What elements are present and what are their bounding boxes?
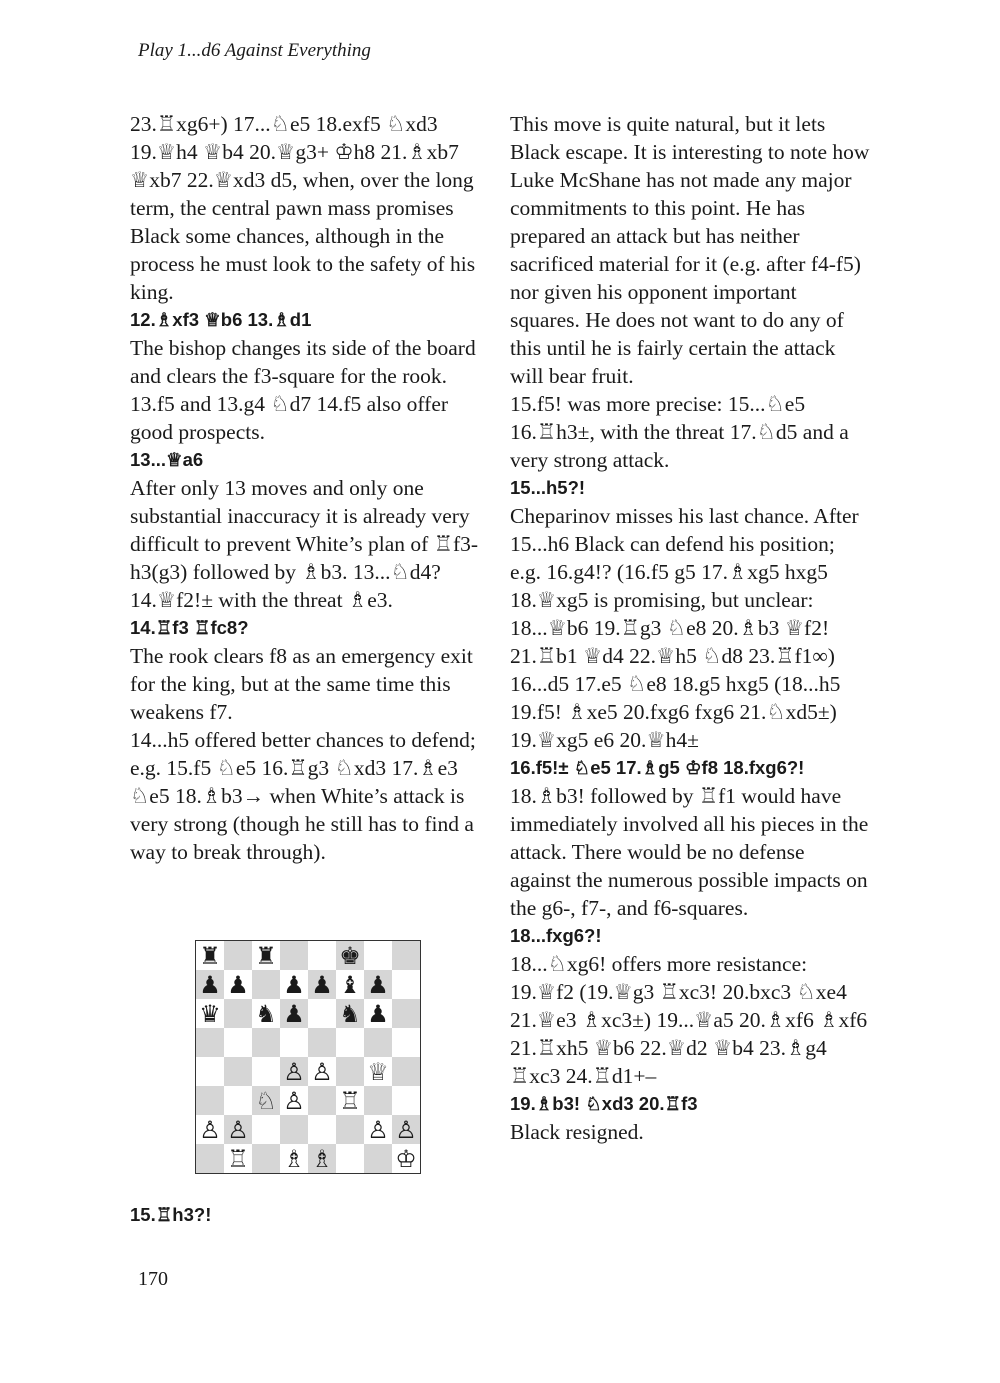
chess-piece-square: ♜	[196, 941, 224, 970]
board-square	[196, 1057, 224, 1086]
chess-piece-square: ♟	[196, 970, 224, 999]
chess-piece-square: ♟	[224, 970, 252, 999]
board-square	[280, 1028, 308, 1057]
board-square	[196, 1028, 224, 1057]
page-number: 170	[138, 1268, 168, 1290]
move-heading: 14.♖f3 ♖fc8?	[130, 617, 249, 638]
chess-piece-square: ♗	[308, 1144, 336, 1173]
chess-piece-square: ♗	[280, 1144, 308, 1173]
board-square	[364, 1144, 392, 1173]
paragraph: Black resigned.	[510, 1120, 644, 1144]
move-heading: 12.♗xf3 ♕b6 13.♗d1	[130, 309, 312, 330]
move-heading: 15...h5?!	[510, 477, 586, 498]
board-square	[364, 1086, 392, 1115]
board-square	[336, 1057, 364, 1086]
board-square	[252, 970, 280, 999]
move-heading: 16.f5!± ♘e5 17.♗g5 ♔f8 18.fxg6?!	[510, 757, 805, 778]
board-square	[392, 999, 420, 1028]
chess-piece-square: ♝	[336, 970, 364, 999]
chess-piece-square: ♕	[364, 1057, 392, 1086]
chess-piece-square: ♟	[308, 970, 336, 999]
chess-diagram	[195, 940, 421, 1174]
chess-piece-square: ♛	[196, 999, 224, 1028]
paragraph: The bishop changes its side of the board and clears the f3-square for the rook.	[130, 336, 476, 388]
paragraph: 15.f5! was more precise: 15...♘e5 16.♖h3±, with the threat 17.♘d5 and a very strong attack.	[510, 392, 849, 472]
board-square	[308, 999, 336, 1028]
board-square	[196, 1086, 224, 1115]
board-square	[308, 1028, 336, 1057]
chess-piece-square: ♙	[392, 1115, 420, 1144]
running-title: Play 1...d6 Against Everything	[138, 40, 371, 61]
chess-piece-square: ♙	[224, 1115, 252, 1144]
board-square	[252, 1057, 280, 1086]
chess-piece-square: ♙	[196, 1115, 224, 1144]
left-column	[130, 110, 490, 866]
board-square	[392, 1057, 420, 1086]
board-square	[224, 1028, 252, 1057]
chess-piece-square: ♜	[252, 941, 280, 970]
move-heading: 19.♗b3! ♘xd3 20.♖f3	[510, 1093, 698, 1114]
chess-piece-square: ♟	[364, 970, 392, 999]
board-square	[224, 941, 252, 970]
paragraph: Cheparinov misses his last chance. After 15...h6 Black can defend his position; e.g. 16.g4!? (16.f5 g5 17.♗xg5 hxg5 18.♕xg5 is promising, but unclear: 18...♕b6 19.♖g3 ♘e8 20.♗b3 ♕f2! 21.♖b1 ♕d4 22.♕h5 ♘d8 23.♖f1∞) 16...d5 17.e5 ♘e8 18.g5 hxg5 (18...h5 19.f5! ♗xe5 20.fxg6 fxg6 21.♘xd5±) 19.♕xg5 e6 20.♕h4±	[510, 504, 859, 752]
board-square	[392, 941, 420, 970]
move-heading: 13...♕a6	[130, 449, 204, 470]
paragraph: This move is quite natural, but it lets Black escape. It is interesting to note how Luke McShane has not made any major commitments to this point. He has prepared an attack but has neither sacrificed material for it (e.g. after f4-f5) nor given his opponent important squares. He does not want to do any of this until he is fairly certain the attack will bear fruit.	[510, 112, 870, 388]
chess-piece-square: ♙	[308, 1057, 336, 1086]
chess-piece-square: ♖	[224, 1144, 252, 1173]
chess-piece-square: ♔	[392, 1144, 420, 1173]
chess-piece-square: ♚	[336, 941, 364, 970]
board-square	[392, 970, 420, 999]
board-square	[364, 1028, 392, 1057]
board-square	[336, 1028, 364, 1057]
board-square	[336, 1115, 364, 1144]
board-square	[224, 1086, 252, 1115]
board-square	[392, 1086, 420, 1115]
paragraph: 18...♘xg6! offers more resistance: 19.♕f2 (19.♕g3 ♖xc3! 20.bxc3 ♘xe4 21.♕e3 ♗xc3±) 19...♕a5 20.♗xf6 ♗xf6 21.♖xh5 ♕b6 22.♕d2 ♕b4 23.♗g4 ♖xc3 24.♖d1+–	[510, 952, 868, 1088]
chess-piece-square: ♙	[280, 1086, 308, 1115]
paragraph: 13.f5 and 13.g4 ♘d7 14.f5 also offer good prospects.	[130, 392, 449, 444]
chess-piece-square: ♘	[252, 1086, 280, 1115]
board-square	[280, 1115, 308, 1144]
board-square	[364, 941, 392, 970]
board-square	[224, 999, 252, 1028]
move-heading: 18...fxg6?!	[510, 925, 602, 946]
chess-piece-square: ♞	[252, 999, 280, 1028]
board-square	[392, 1028, 420, 1057]
chess-piece-square: ♙	[280, 1057, 308, 1086]
chess-piece-square: ♖	[336, 1086, 364, 1115]
board-square	[196, 1144, 224, 1173]
chess-piece-square: ♟	[280, 999, 308, 1028]
paragraph: 14...h5 offered better chances to defend; e.g. 15.f5 ♘e5 16.♖g3 ♘xd3 17.♗e3 ♘e5 18.♗b3→ when White’s attack is very strong (though he still has to find a way to break through).	[130, 728, 476, 864]
board-square	[308, 941, 336, 970]
right-column	[510, 110, 870, 1146]
board-square	[252, 1028, 280, 1057]
chess-piece-square: ♟	[280, 970, 308, 999]
board-square	[252, 1115, 280, 1144]
board-square	[336, 1144, 364, 1173]
paragraph: After only 13 moves and only one substantial inaccuracy it is already very difficult to prevent White’s plan of ♖f3-h3(g3) followed by ♗b3. 13...♘d4? 14.♕f2!± with the threat ♗e3.	[130, 476, 479, 612]
paragraph: The rook clears f8 as an emergency exit for the king, but at the same time this weakens f7.	[130, 644, 473, 724]
move-heading: 15.♖h3?!	[130, 1204, 212, 1225]
board-square	[308, 1115, 336, 1144]
paragraph: 23.♖xg6+) 17...♘e5 18.exf5 ♘xd3 19.♕h4 ♕b4 20.♕g3+ ♔h8 21.♗xb7 ♕xb7 22.♕xd3 d5, when, over the long term, the central pawn mass promises Black some chances, although in the process he must look to the safety of his king.	[130, 112, 476, 304]
board-square	[280, 941, 308, 970]
chess-piece-square: ♞	[336, 999, 364, 1028]
paragraph: 18.♗b3! followed by ♖f1 would have immediately involved all his pieces in the attack. There would be no defense against the numerous possible impacts on the g6-, f7-, and f6-squares.	[510, 784, 869, 920]
board-square	[308, 1086, 336, 1115]
chess-piece-square: ♟	[364, 999, 392, 1028]
board-square	[252, 1144, 280, 1173]
board-square	[224, 1057, 252, 1086]
chess-piece-square: ♙	[364, 1115, 392, 1144]
